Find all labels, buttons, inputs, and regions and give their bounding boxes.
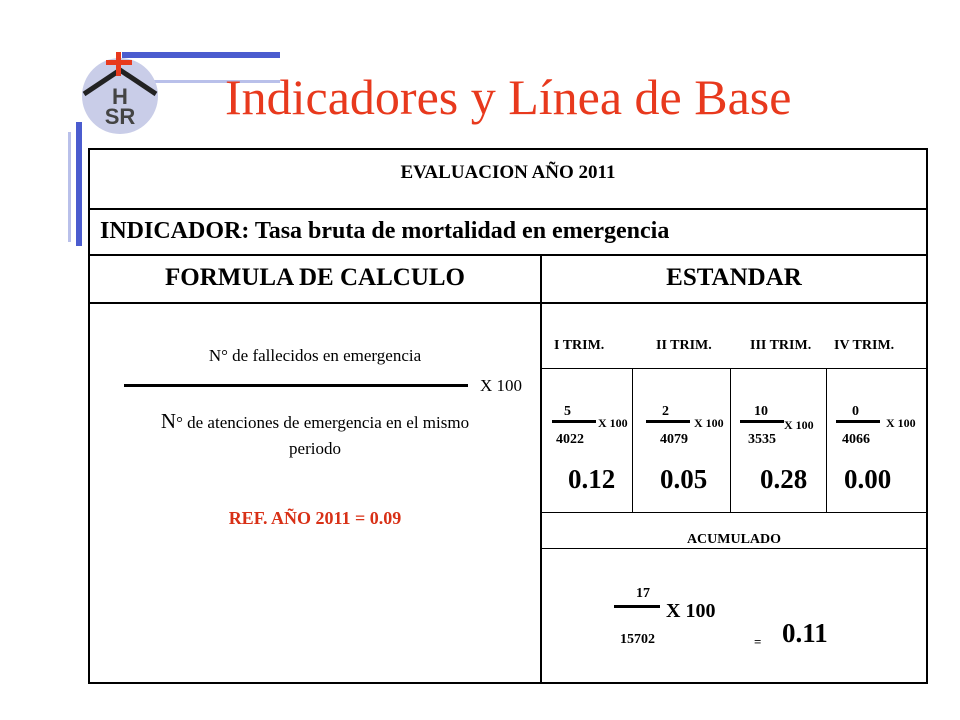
q1-result: 0.12 [568, 464, 616, 494]
q2-numerator: 2 [662, 404, 669, 419]
formula-fraction-line [124, 384, 468, 387]
formula-header: FORMULA DE CALCULO [164, 264, 465, 291]
q3-denominator: 3535 [748, 432, 776, 447]
indicator-table [88, 148, 928, 684]
reference-value: REF. AÑO 2011 = 0.09 [228, 508, 402, 528]
cumulative-denominator: 15702 [620, 632, 655, 647]
page-title: Indicadores y Línea de Base [225, 69, 792, 125]
q2-multiplier: X 100 [694, 416, 724, 430]
q1-multiplier: X 100 [598, 416, 628, 430]
q2-fraction-line [646, 420, 690, 423]
formula-denominator: N° de atenciones de emergencia en el mismo periodo [160, 409, 470, 458]
formula-multiplier: X 100 [480, 376, 523, 395]
cumulative-fraction-line [614, 605, 660, 608]
logo-letter-h: H [112, 84, 128, 109]
formula-numerator: N° de fallecidos en emergencia [208, 346, 422, 365]
evaluation-year: EVALUACION AÑO 2011 [400, 162, 616, 183]
q4-fraction-line [836, 420, 880, 423]
q3-result: 0.28 [760, 464, 808, 494]
q1-numerator: 5 [564, 404, 571, 419]
q4-denominator: 4066 [842, 432, 870, 447]
quarter-label-2: II TRIM. [656, 338, 712, 353]
q1-denominator: 4022 [556, 432, 584, 447]
indicator-name: INDICADOR: Tasa bruta de mortalidad en emergencia [100, 218, 670, 244]
q3-numerator: 10 [754, 404, 768, 419]
q2-result: 0.05 [660, 464, 708, 494]
cumulative-label: ACUMULADO [686, 532, 782, 547]
cumulative-equals: = [754, 634, 762, 649]
quarter-label-3: III TRIM. [750, 338, 812, 353]
q3-multiplier: X 100 [784, 418, 814, 432]
hsr-logo [70, 48, 170, 138]
quarter-label-1: I TRIM. [554, 338, 605, 353]
quarter-label-4: IV TRIM. [834, 338, 895, 353]
q3-fraction-line [740, 420, 784, 423]
q2-denominator: 4079 [660, 432, 688, 447]
accent-bar-left-light [68, 132, 71, 242]
q4-result: 0.00 [844, 464, 892, 494]
q1-fraction-line [552, 420, 596, 423]
q4-multiplier: X 100 [886, 416, 916, 430]
logo-letters-sr: SR [104, 104, 136, 129]
cumulative-multiplier: X 100 [666, 600, 716, 622]
cumulative-result: 0.11 [782, 618, 828, 648]
accent-bar-left [76, 122, 82, 246]
standard-header: ESTANDAR [666, 264, 802, 291]
cumulative-numerator: 17 [636, 586, 650, 601]
q4-numerator: 0 [852, 404, 859, 419]
